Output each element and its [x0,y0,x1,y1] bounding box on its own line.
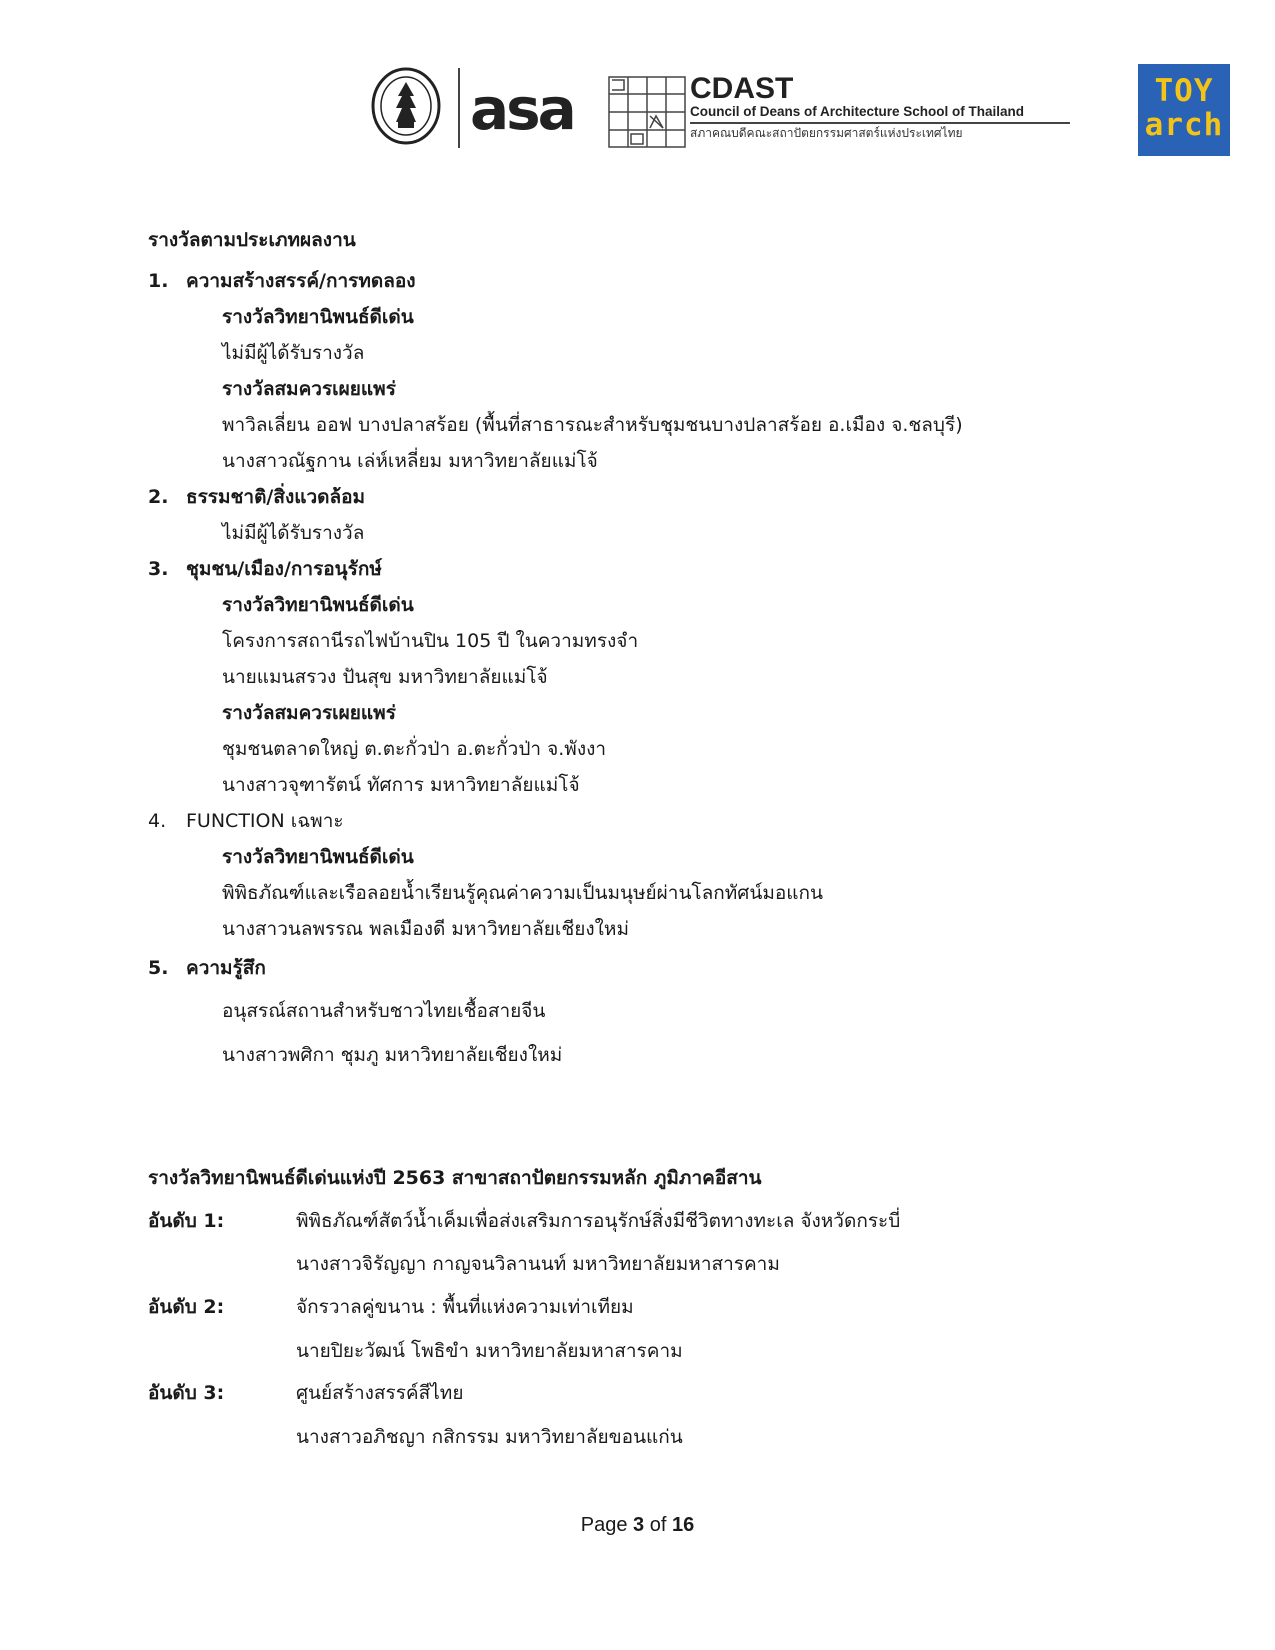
rank-3-project: ศูนย์สร้างสรรค์สีไทย [296,1382,464,1404]
category-1-label: ความสร้างสรรค์/การทดลอง [186,270,416,292]
category-3-title [148,556,382,582]
category-1-title [148,268,416,294]
category-3-award-outstanding: รางวัลวิทยานิพนธ์ดีเด่น [222,594,414,616]
category-4-outstanding-student: นางสาวนลพรรณ พลเมืองดี มหาวิทยาลัยเชียงใหม่ [222,918,629,940]
page-word: Page [580,1514,628,1536]
cdast-grid-logo [608,76,686,148]
category-4-number: 4. [148,810,167,832]
category-3-number: 3. [148,558,169,580]
page-current: 3 [633,1514,645,1536]
category-3-publish-project: ชุมชนตลาดใหญ่ ต.ตะกั่วป่า อ.ตะกั่วป่า จ.พังงา [222,738,607,760]
category-4-award-outstanding: รางวัลวิทยานิพนธ์ดีเด่น [222,846,414,868]
category-3-award-publish: รางวัลสมควรเผยแพร่ [222,702,396,724]
category-2-number: 2. [148,486,169,508]
rank-3-label: อันดับ 3: [148,1382,225,1404]
category-5-label: ความรู้สึก [186,957,266,979]
category-1-publish-student: นางสาวณัฐกาน เล่ห์เหลี่ยม มหาวิทยาลัยแม่โจ้ [222,450,598,472]
category-2-result: ไม่มีผู้ได้รับรางวัล [222,522,365,544]
category-4-title [148,808,344,834]
category-1-number: 1. [148,270,169,292]
category-5-title [148,955,266,981]
category-2-title [148,484,365,510]
category-1-publish-project: พาวิลเลี่ยน ออฟ บางปลาสร้อย (พื้นที่สาธารณะสำหรับชุมชนบางปลาสร้อย อ.เมือง จ.ชลบุรี) [222,414,963,436]
rank-2-student: นายปิยะวัฒน์ โพธิขำ มหาวิทยาลัยมหาสารคาม [296,1340,683,1362]
cdast-thai-subtitle: สภาคณบดีคณะสถาปัตยกรรมศาสตร์แห่งประเทศไทย [690,126,963,140]
category-3-label: ชุมชน/เมือง/การอนุรักษ์ [186,558,382,580]
category-5-project: อนุสรณ์สถานสำหรับชาวไทยเชื้อสายจีน [222,1000,546,1022]
cdast-title: CDAST [690,72,794,105]
category-3-outstanding-project: โครงการสถานีรถไฟบ้านปิน 105 ปี ในความทรงจำ [222,630,639,652]
category-5-number: 5. [148,957,169,979]
page-total: 16 [671,1514,695,1536]
toy-logo-line2: arch [1144,107,1224,143]
rank-2-project: จักรวาลคู่ขนาน : พื้นที่แห่งความเท่าเทียม [296,1296,634,1318]
logo-divider [458,68,460,148]
header-logos [0,58,1275,158]
category-3-publish-student: นางสาวจุฑารัตน์ ทัศการ มหาวิทยาลัยแม่โจ้ [222,774,580,796]
toy-arch-logo [1138,64,1230,156]
category-1-award-outstanding: รางวัลวิทยานิพนธ์ดีเด่น [222,306,414,328]
cdast-logo-text [690,74,1070,140]
rank-2-label: อันดับ 2: [148,1296,225,1318]
rank-1-project: พิพิธภัณฑ์สัตว์น้ำเค็มเพื่อส่งเสริมการอนุรักษ์สิ่งมีชีวิตทางทะเล จังหวัดกระบี่ [296,1210,901,1232]
asa-logo: asa [470,75,574,143]
rank-1-student: นางสาวจิรัญญา กาญจนวิลานนท์ มหาวิทยาลัยมหาสารคาม [296,1253,780,1275]
section1-heading: รางวัลตามประเภทผลงาน [148,229,356,251]
of-word: of [649,1514,667,1536]
page-number-footer [0,1514,1275,1537]
rank-3-student: นางสาวอภิชญา กสิกรรม มหาวิทยาลัยขอนแก่น [296,1426,683,1448]
toy-logo-line1: TOY [1154,73,1214,109]
category-4-outstanding-project: พิพิธภัณฑ์และเรือลอยน้ำเรียนรู้คุณค่าความเป็นมนุษย์ผ่านโลกทัศน์มอแกน [222,882,824,904]
university-seal-logo [370,66,442,146]
cdast-subtitle: Council of Deans of Architecture School of Thailand [690,104,1070,124]
category-1-outstanding-result: ไม่มีผู้ได้รับรางวัล [222,342,365,364]
section2-heading: รางวัลวิทยานิพนธ์ดีเด่นแห่งปี 2563 สาขาสถาปัตยกรรมหลัก ภูมิภาคอีสาน [148,1167,762,1189]
rank-1-label: อันดับ 1: [148,1210,225,1232]
category-1-award-publish: รางวัลสมควรเผยแพร่ [222,378,396,400]
category-3-outstanding-student: นายแมนสรวง ปันสุข มหาวิทยาลัยแม่โจ้ [222,666,548,688]
category-2-label: ธรรมชาติ/สิ่งแวดล้อม [186,486,366,508]
category-5-student: นางสาวพศิกา ชุมภู มหาวิทยาลัยเชียงใหม่ [222,1044,563,1066]
category-4-label: FUNCTION เฉพาะ [186,810,344,832]
